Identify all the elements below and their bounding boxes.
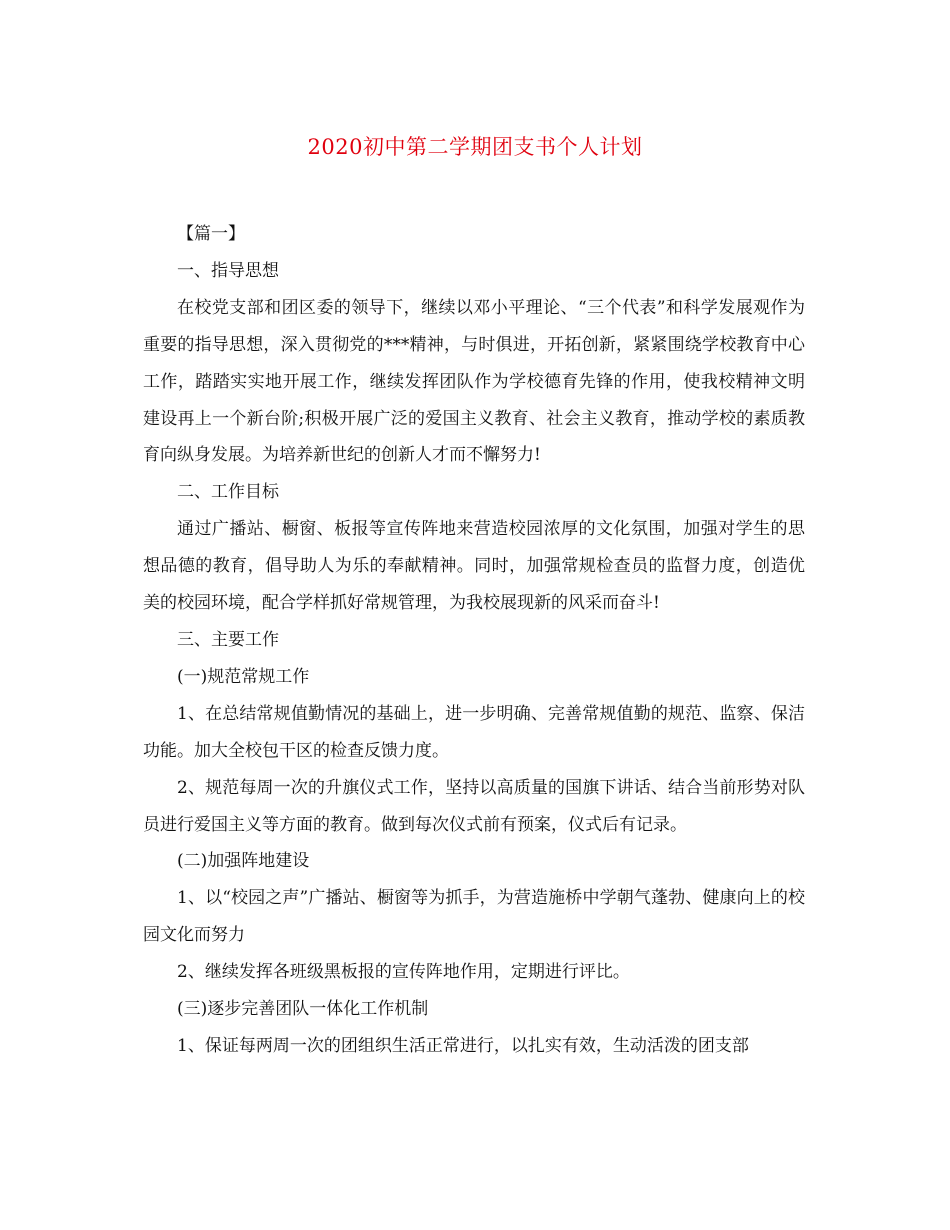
paragraph: 2、规范每周一次的升旗仪式工作，坚持以高质量的国旗下讲话、结合当前形势对队员进行爱国主义等方面的教育。做到每次仪式前有预案，仪式后有记录。 xyxy=(143,777,805,835)
paragraph: 1、在总结常规值勤情况的基础上，进一步明确、完善常规值勤的规范、监察、保洁功能。加大全校包干区的检查反馈力度。 xyxy=(143,703,805,761)
section-heading: 一、指导思想 xyxy=(177,260,279,281)
document-body xyxy=(143,216,805,1065)
paragraph: 2、继续发挥各班级黑板报的宣传阵地作用，定期进行评比。 xyxy=(177,962,630,983)
section-heading: 三、主要工作 xyxy=(177,629,279,650)
paragraph: 1、保证每两周一次的团组织生活正常进行，以扎实有效，生动活泼的团支部 xyxy=(177,1035,749,1056)
paragraph: 在校党支部和团区委的领导下，继续以邓小平理论、“三个代表”和科学发展观作为重要的指导思想，深入贯彻党的***精神，与时俱进，开拓创新，紧紧围绕学校教育中心工作，踏踏实实地开展工作，继续发挥团队作为学校德育先锋的作用，使我校精神文明建设再上一个新台阶;积极开展广泛的爱国主义教育、社会主义教育，推动学校的素质教育向纵身发展。为培养新世纪的创新人才而不懈努力! xyxy=(143,297,805,466)
document-title: 2020初中第二学期团支书个人计划 xyxy=(307,135,643,159)
paragraph: 1、以“校园之声”广播站、橱窗等为抓手，为营造施桥中学朝气蓬勃、健康向上的校园文化而努力 xyxy=(143,888,805,946)
subsection-heading: (一)规范常规工作 xyxy=(177,666,310,687)
subsection-heading: (二)加强阵地建设 xyxy=(177,851,310,872)
section-label: 【篇一】 xyxy=(177,224,245,244)
subsection-heading: (三)逐步完善团队一体化工作机制 xyxy=(177,999,429,1020)
section-heading: 二、工作目标 xyxy=(177,482,279,503)
paragraph: 通过广播站、橱窗、板报等宣传阵地来营造校园浓厚的文化氛围，加强对学生的思想品德的教育，倡导助人为乐的奉献精神。同时，加强常规检查员的监督力度，创造优美的校园环境，配合学样抓好常规管理，为我校展现新的风采而奋斗! xyxy=(143,519,805,614)
